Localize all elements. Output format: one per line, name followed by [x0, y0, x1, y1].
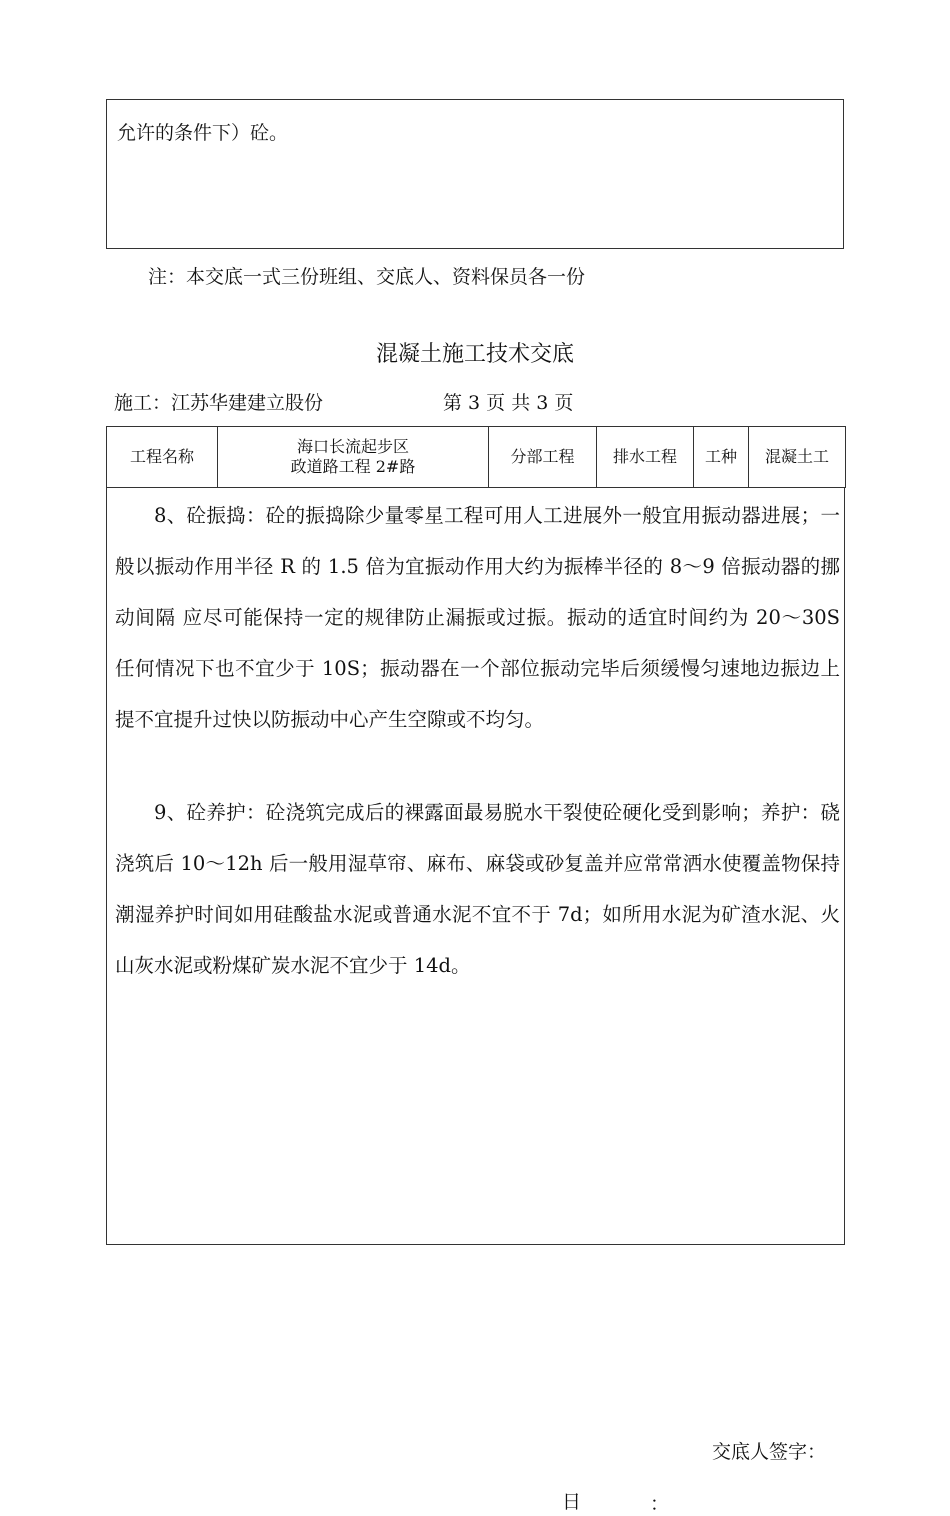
date-colon: ：	[650, 1493, 670, 1515]
disclosure-content-box	[106, 487, 845, 1515]
project-name-value	[218, 427, 489, 488]
project-name-line2: 政道路工程 2#路	[290, 457, 416, 476]
date-label: 日	[562, 1491, 582, 1513]
signature-label: 交底人签字：	[711, 1441, 826, 1463]
curing-paragraph: 9、砼养护：砼浇筑完成后的裸露面最易脱水干裂使砼硬化受到影响；养护：硗浇筑后 10～12h 后一般用湿草帘、麻布、麻袋或砂复盖并应常常洒水使覆盖物保持潮湿养护时间如用硅酸盐水泥或普通水泥不宜不于 7d；如所用水泥为矿渣水泥、火山灰水泥或粉煤矿炭水泥不宜少于 14d。	[115, 801, 840, 977]
page-indicator: 第 3 页 共 3 页	[443, 392, 574, 414]
vibration-paragraph: 8、砼振捣：砼的振捣除少量零星工程可用人工进展外一般宜用振动器进展；一般以振动作用半径 R 的 1.5 倍为宜振动作用大约为振棒半径的 8～9 倍振动器的挪动间隔 应尽可能保持一定的规律防止漏振或过振。振动的适宜时间约为 20～30S 任何情况下也不宜少于 10S；振动器在一个部位振动完毕后须缓慢匀速地边振边上提不宜提升过快以防振动中心产生空隙或不均匀。	[115, 504, 840, 731]
previous-page-text: 允许的条件下）砼。	[117, 122, 289, 144]
previous-page-box	[106, 99, 844, 249]
project-name-line1: 海口长流起步区	[296, 437, 409, 456]
project-name-label: 工程名称	[107, 427, 218, 488]
document-title: 混凝土施工技术交底	[375, 342, 574, 367]
distribution-note: 注：本交底一式三份班组、交底人、资料保员各一份	[148, 266, 586, 288]
construction-company: 施工：江苏华建建立股份	[114, 392, 324, 414]
project-info-table	[106, 426, 846, 488]
trade-value: 混凝土工	[749, 427, 846, 488]
division-label: 分部工程	[489, 427, 597, 488]
division-value: 排水工程	[597, 427, 694, 488]
trade-label: 工种	[694, 427, 749, 488]
